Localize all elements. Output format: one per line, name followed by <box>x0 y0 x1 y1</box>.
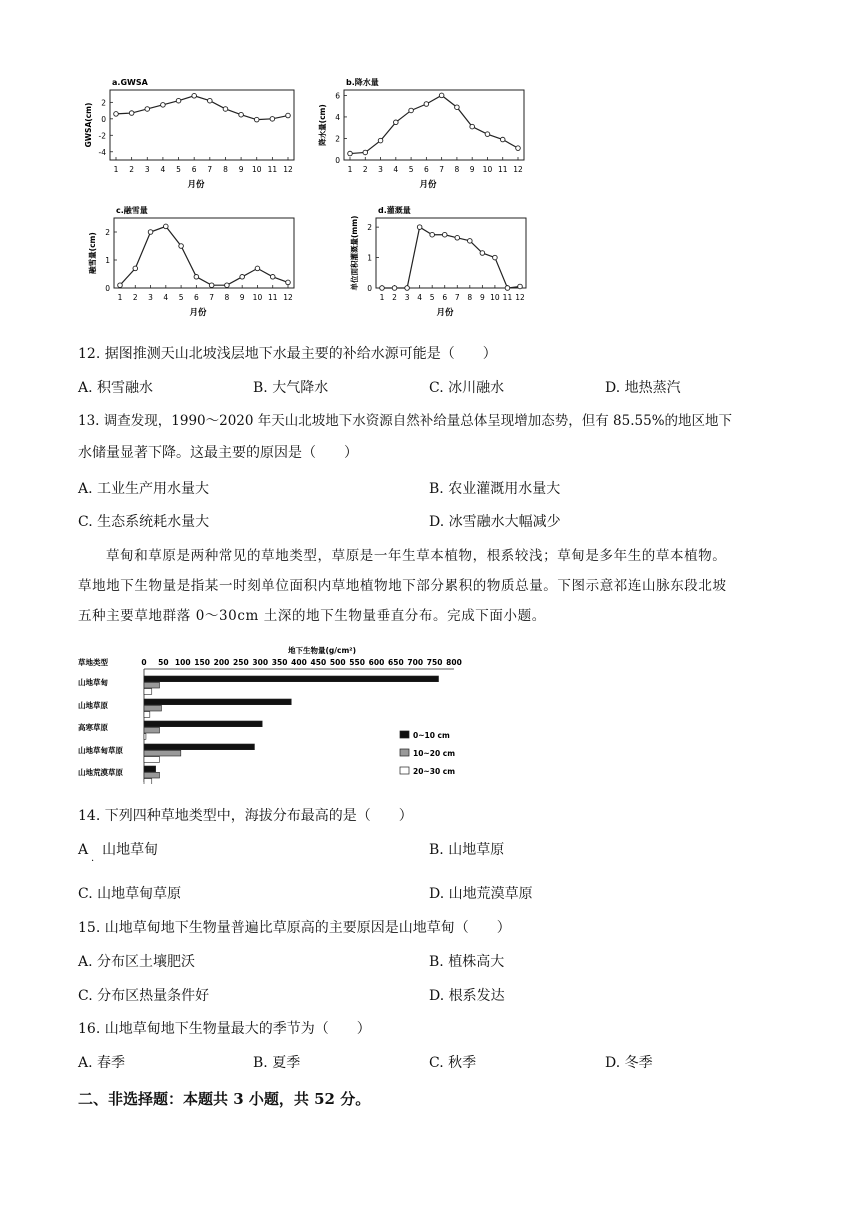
chart-a-point <box>192 93 197 98</box>
chart-c-xtick-label: 4 <box>163 293 169 302</box>
chart-b-xtick-label: 4 <box>393 165 399 174</box>
chart-d-xtick-label: 3 <box>404 293 410 302</box>
q12-option-c[interactable]: C. 冰川融水 <box>429 380 505 396</box>
chart-d-point <box>480 251 485 256</box>
q14-option-b[interactable]: B. 山地草原 <box>429 842 505 858</box>
q13-option-c[interactable]: C. 生态系统耗水量大 <box>78 514 210 530</box>
chart-b-xlabel: 月份 <box>419 180 437 190</box>
chart-a-ytick-label: 2 <box>101 98 106 108</box>
chart-c-xtick-label: 8 <box>224 293 230 302</box>
chart-d-point <box>392 286 397 291</box>
chart-c-xtick-label: 9 <box>239 293 245 302</box>
chart-c-point <box>270 275 275 280</box>
chart-c-xtick-label: 12 <box>283 293 293 302</box>
biomass-bar-chart <box>78 644 478 784</box>
chart-c-point <box>148 230 153 235</box>
chart-b-ytick-label: 4 <box>335 112 340 122</box>
bar-chart-tick-label: 150 <box>194 658 210 667</box>
chart-b-xtick-label: 11 <box>497 165 508 174</box>
q14-option-d[interactable]: D. 山地荒漠草原 <box>429 886 533 902</box>
passage-line-3: 五种主要草地群落 0～30cm 土深的地下生物量垂直分布。完成下面小题。 <box>78 608 546 624</box>
question-16-stem: 16. 山地草甸地下生物量最大的季节为（ ） <box>78 1021 371 1037</box>
chart-c-xtick-label: 11 <box>267 293 278 302</box>
chart-d-xtick-label: 9 <box>479 293 485 302</box>
chart-a-title: a.GWSA <box>112 78 148 87</box>
chart-a-ytick-label: 0 <box>101 114 106 124</box>
chart-c-point <box>164 224 169 229</box>
bar-chart-category-label: 山地荒漠草原 <box>78 768 123 777</box>
chart-b-point <box>409 108 414 113</box>
bar-chart-bar <box>144 689 152 695</box>
chart-a-point <box>161 103 166 108</box>
chart-d-title: d.灌溉量 <box>378 206 411 215</box>
chart-c-xtick-label: 5 <box>178 293 184 302</box>
chart-c-frame <box>114 218 294 288</box>
chart-d-xtick-label: 7 <box>454 293 460 302</box>
bar-chart-bar <box>144 721 262 727</box>
bar-chart-tick-label: 800 <box>446 658 462 667</box>
bar-chart-legend-label: 10~20 cm <box>413 749 456 758</box>
chart-b-xtick-label: 12 <box>513 165 523 174</box>
chart-b-xtick-label: 6 <box>423 165 429 174</box>
q12-option-a[interactable]: A. 积雪融水 <box>78 380 154 396</box>
chart-b-point <box>439 93 444 98</box>
bar-chart-bar <box>144 734 146 740</box>
bar-chart-category-label: 山地草原 <box>78 701 108 710</box>
chart-c-xtick-label: 7 <box>209 293 215 302</box>
bar-chart-category-label: 山地草甸 <box>78 678 108 687</box>
chart-b-xtick-label: 10 <box>482 165 493 174</box>
question-13-stem-line2: 水储量显著下降。这最主要的原因是（ ） <box>78 445 358 461</box>
chart-b-point <box>516 146 521 151</box>
chart-a-xtick-label: 2 <box>129 165 135 174</box>
bar-chart-bar <box>144 779 152 784</box>
bar-chart-body <box>78 645 462 784</box>
chart-b-frame <box>344 90 524 160</box>
q16-option-c[interactable]: C. 秋季 <box>429 1055 477 1071</box>
section-2-heading: 二、非选择题：本题共 3 小题，共 52 分。 <box>78 1090 371 1108</box>
bar-chart-bar <box>144 772 160 778</box>
chart-d-point <box>493 255 498 260</box>
bar-chart-tick-label: 0 <box>141 658 147 667</box>
chart-a-xtick-label: 5 <box>176 165 181 174</box>
chart-b-point <box>378 138 383 143</box>
bar-chart-tick-label: 400 <box>291 658 307 667</box>
chart-d-xtick-label: 5 <box>429 293 435 302</box>
bar-chart-tick-label: 300 <box>252 658 269 667</box>
bar-chart-tick-label: 450 <box>310 658 327 667</box>
chart-b-xtick-label: 2 <box>362 165 368 174</box>
chart-c-point <box>240 275 245 280</box>
bar-chart-tick-label: 100 <box>174 658 191 667</box>
bar-chart-bar <box>144 705 161 711</box>
chart-a-xtick-label: 8 <box>223 165 228 174</box>
chart-d-xtick-label: 6 <box>442 293 448 302</box>
passage-line-2: 草地地下生物量是指某一时刻单位面积内草地植物地下部分累积的物质总量。下图示意祁连山脉东段北坡 <box>78 578 727 594</box>
chart-a-point <box>270 117 275 122</box>
question-15-stem: 15. 山地草甸地下生物量普遍比草原高的主要原因是山地草甸（ ） <box>78 920 511 936</box>
chart-d-point <box>468 239 473 244</box>
bar-chart-tick-label: 700 <box>407 658 424 667</box>
chart-a-point <box>129 111 134 116</box>
bar-chart-legend-label: 20~30 cm <box>413 767 456 776</box>
chart-c-point <box>194 275 199 280</box>
chart-a-ytick-label: -2 <box>98 131 106 141</box>
chart-b-ytick-label: 2 <box>335 134 340 144</box>
bar-chart-tick-label: 550 <box>349 658 365 667</box>
chart-d-point <box>417 225 422 230</box>
chart-c-xtick-label: 3 <box>148 293 153 302</box>
chart-c-xtick-label: 2 <box>132 293 138 302</box>
bar-chart-bar <box>144 699 291 705</box>
bar-chart-tick-label: 350 <box>271 658 288 667</box>
chart-d-point <box>505 286 510 291</box>
chart-a-xtick-label: 12 <box>283 165 293 174</box>
chart-c-ylabel: 融雪量(cm) <box>88 232 97 274</box>
bar-chart-header-label: 草地类型 <box>78 658 108 667</box>
chart-a-point <box>286 113 291 118</box>
chart-a-point <box>223 107 228 112</box>
chart-d-ytick-label: 0 <box>367 284 372 293</box>
bar-chart-bar <box>144 727 160 733</box>
q13-option-a[interactable]: A. 工业生产用水量大 <box>78 481 210 497</box>
chart-b-xtick-label: 7 <box>439 165 445 174</box>
chart-b-point <box>363 150 368 155</box>
bar-chart-bar <box>144 712 150 718</box>
bar-chart-tick-label: 600 <box>368 658 385 667</box>
chart-a-point <box>239 112 244 117</box>
bar-chart-axis-title: 地下生物量(g/cm²) <box>288 646 357 655</box>
chart-c-point <box>179 244 184 249</box>
chart-b-point <box>348 151 353 156</box>
chart-d-xlabel: 月份 <box>436 308 454 318</box>
chart-b-xtick-label: 5 <box>408 165 414 174</box>
chart-d-xtick-label: 12 <box>515 293 525 302</box>
chart-b-point <box>394 120 399 125</box>
bar-chart-tick-label: 500 <box>329 658 346 667</box>
bar-chart-bar <box>144 682 160 688</box>
chart-d-point <box>380 286 385 291</box>
chart-c-point <box>118 283 123 288</box>
chart-d-point <box>430 232 435 237</box>
q16-option-a[interactable]: A. 春季 <box>78 1055 126 1071</box>
chart-c-xtick-label: 6 <box>193 293 199 302</box>
bar-chart-legend-swatch <box>400 767 409 774</box>
chart-c-point <box>209 283 214 288</box>
chart-b-point <box>424 102 429 107</box>
q12-option-d[interactable]: D. 地热蒸汽 <box>605 380 681 396</box>
q13-option-b[interactable]: B. 农业灌溉用水量大 <box>429 481 561 497</box>
chart-d-xtick-label: 4 <box>417 293 423 302</box>
bar-chart-legend-swatch <box>400 731 409 738</box>
bar-chart-bar <box>144 757 160 763</box>
chart-b-point <box>500 137 505 142</box>
chart-b-point <box>455 105 460 110</box>
chart-b-xtick-label: 1 <box>347 165 353 174</box>
chart-a-point <box>208 98 213 103</box>
chart-c-ytick-label: 1 <box>105 256 110 265</box>
chart-b-xtick-label: 3 <box>378 165 383 174</box>
chart-d-xtick-label: 1 <box>379 293 385 302</box>
chart-c-ytick-label: 0 <box>105 284 110 293</box>
chart-a-xtick-label: 9 <box>238 165 244 174</box>
bar-chart-bar <box>144 744 254 750</box>
chart-c-xlabel: 月份 <box>189 308 207 318</box>
chart-d-xtick-label: 11 <box>502 293 513 302</box>
chart-c-xtick-label: 1 <box>117 293 123 302</box>
chart-c-snowmelt <box>87 205 294 318</box>
bar-chart-legend-label: 0~10 cm <box>413 731 450 740</box>
chart-d-ytick-label: 2 <box>367 223 372 233</box>
chart-c-title: c.融雪量 <box>116 206 148 215</box>
bar-chart-bar <box>144 766 156 772</box>
bar-chart-bar <box>144 750 181 756</box>
chart-a-xlabel: 月份 <box>187 180 205 190</box>
chart-a-ylabel: GWSA(cm) <box>84 102 93 148</box>
chart-d-point <box>442 232 447 237</box>
chart-a-frame <box>110 90 294 160</box>
bar-chart-tick-label: 50 <box>158 658 169 667</box>
chart-b-point <box>470 124 475 129</box>
chart-a-xtick-label: 6 <box>191 165 197 174</box>
chart-b-ylabel: 降水量(cm) <box>318 104 327 146</box>
chart-a-xtick-label: 4 <box>160 165 166 174</box>
bar-chart-bar <box>144 676 439 682</box>
chart-c-series-line <box>120 226 288 285</box>
chart-a-point <box>114 112 119 117</box>
question-13-stem-line1: 13. 调查发现，1990～2020 年天山北坡地下水资源自然补给量总体呈现增加态势，但有 85.55%的地区地下 <box>78 413 733 429</box>
q16-option-b[interactable]: B. 夏季 <box>253 1055 301 1071</box>
chart-d-xtick-label: 2 <box>392 293 397 302</box>
bar-chart-tick-label: 250 <box>233 658 249 667</box>
question-14-stem: 14. 下列四种草地类型中，海拔分布最高的是（ ） <box>78 808 413 824</box>
chart-d-ylabel: 单位面积灌溉量(mm) <box>350 215 359 291</box>
chart-a-gwsa <box>84 78 294 190</box>
chart-a-ytick-label: -4 <box>98 147 106 157</box>
chart-a-xtick-label: 10 <box>251 165 262 174</box>
bar-chart-legend-swatch <box>400 749 409 756</box>
chart-c-point <box>286 280 291 285</box>
chart-d-point <box>518 284 523 289</box>
chart-a-point <box>176 98 181 103</box>
passage <box>78 541 778 631</box>
passage-line-1: 草甸和草原是两种常见的草地类型，草原是一年生草本植物，根系较浅；草甸是多年生的草本植物。 <box>106 548 727 564</box>
bar-chart-tick-label: 650 <box>388 658 404 667</box>
chart-d-ytick-label: 1 <box>367 253 372 263</box>
q15-option-b[interactable]: B. 植株高大 <box>429 954 505 970</box>
bar-chart-tick-label: 200 <box>213 658 230 667</box>
chart-a-xtick-label: 11 <box>267 165 278 174</box>
bar-chart-category-label: 山地草甸草原 <box>78 746 123 755</box>
q16-option-d[interactable]: D. 冬季 <box>605 1055 653 1071</box>
chart-b-ytick-label: 0 <box>335 156 340 165</box>
chart-b-ytick-label: 6 <box>335 91 340 101</box>
chart-c-xtick-label: 10 <box>252 293 263 302</box>
question-12-stem: 12. 据图推测天山北坡浅层地下水最主要的补给水源可能是（ ） <box>78 346 497 362</box>
chart-a-point <box>145 107 150 112</box>
q14-option-a[interactable]: A 山地草甸 <box>78 842 159 858</box>
chart-b-title: b.降水量 <box>346 78 379 87</box>
bar-chart-category-label: 高寒草原 <box>78 723 108 732</box>
chart-a-series-line <box>116 96 288 120</box>
chart-a-xtick-label: 1 <box>113 165 119 174</box>
chart-d-xtick-label: 8 <box>467 293 473 302</box>
chart-d-point <box>405 286 410 291</box>
chart-a-xtick-label: 3 <box>144 165 150 174</box>
chart-d-series-line <box>382 227 520 288</box>
line-charts-figure <box>70 70 540 330</box>
q14-option-c[interactable]: C. 山地草甸草原 <box>78 886 182 902</box>
chart-b-series-line <box>350 95 518 153</box>
chart-b-precipitation <box>317 77 524 190</box>
chart-b-point <box>485 132 490 137</box>
chart-a-point <box>254 117 259 122</box>
q12-option-b[interactable]: B. 大气降水 <box>253 380 329 396</box>
chart-d-point <box>455 235 460 240</box>
chart-b-xtick-label: 9 <box>469 165 475 174</box>
chart-b-xtick-label: 8 <box>454 165 460 174</box>
chart-c-point <box>133 266 138 271</box>
chart-d-irrigation <box>349 205 526 318</box>
q15-option-c[interactable]: C. 分布区热量条件好 <box>78 988 210 1004</box>
q15-option-d[interactable]: D. 根系发达 <box>429 988 505 1004</box>
q15-option-a[interactable]: A. 分布区土壤肥沃 <box>78 954 196 970</box>
chart-c-point <box>225 283 230 288</box>
q13-option-d[interactable]: D. 冰雪融水大幅减少 <box>429 514 561 530</box>
chart-d-xtick-label: 10 <box>490 293 500 302</box>
chart-c-ytick-label: 2 <box>105 228 110 237</box>
chart-c-point <box>255 266 260 271</box>
q14-dot-mark: · <box>91 856 95 867</box>
bar-chart-tick-label: 750 <box>426 658 443 667</box>
chart-a-xtick-label: 7 <box>207 165 213 174</box>
